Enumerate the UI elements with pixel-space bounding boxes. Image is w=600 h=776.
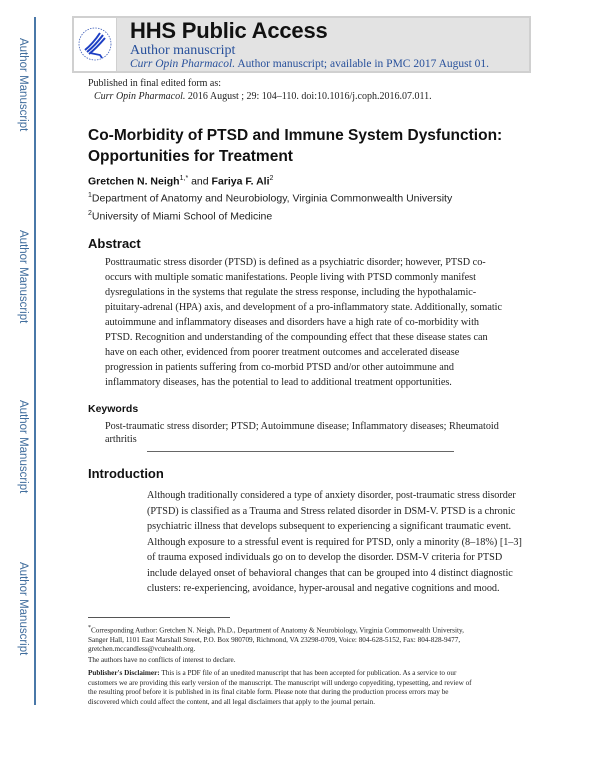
- introduction-line: include delayed onset of behavioral changes that can be grouped into 4 distinct diagnostic: [147, 567, 513, 579]
- publisher-disclaimer: [88, 669, 528, 707]
- abstract-line: inflammatory diseases, has the potential to lead to additional treatment opportunities.: [105, 377, 452, 388]
- abstract-line: progression in patients suffering from co-morbid PTSD and/or other autoimmune and: [105, 362, 454, 373]
- journal-name: Curr Opin Pharmacol.: [94, 91, 186, 102]
- introduction-line: Although exposure to a stressful event is required for PTSD, only a minority (8–18%) [1–3]: [147, 536, 522, 548]
- disclaimer-text: This is a PDF file of an unedited manuscript that has been accepted for publication. As a service to our: [159, 669, 457, 677]
- margin-label-author-manuscript: Author Manuscript: [17, 230, 29, 324]
- abstract-heading: Abstract: [88, 236, 141, 251]
- journal-name: Curr Opin Pharmacol.: [130, 58, 236, 70]
- author-list: [88, 175, 273, 188]
- disclaimer-line: customers we are providing this early version of the manuscript. The manuscript will undergo copyediting, typesetting, and review of: [88, 678, 472, 687]
- footnote-line: Sanger Hall, 1101 East Marshall Street, P.O. Box 980709, Richmond, VA 23298-0709, Voice: 804-628-5152, Fax: 804-828-9477,: [88, 635, 461, 644]
- footnote-line: gretchen.mccandless@vcuhealth.org.: [88, 645, 196, 654]
- introduction-line: of trauma exposed individuals go on to develop the disorder. DSM-V criteria for PTSD: [147, 552, 503, 563]
- author-name: Fariya F. Ali: [211, 175, 270, 188]
- keywords-line: Post-traumatic stress disorder; PTSD; Autoimmune disease; Inflammatory diseases; Rheumatoid: [105, 421, 499, 432]
- citation-text: 2016 August ; 29: 104–110. doi:10.1016/j.coph.2016.07.011.: [185, 91, 432, 102]
- abstract-line: PTSD. Recognition and understanding of the compounding effect that these disease states can: [105, 332, 488, 343]
- abstract-line: pituitary-adrenal (HPA) axis, and development of a pro-inflammatory state. Additionally, somatic: [105, 302, 503, 313]
- disclaimer-line: discovered which could affect the content, and all legal disclaimers that apply to the journal pertain.: [88, 697, 376, 706]
- hhs-eagle-logo-icon: [76, 24, 114, 64]
- introduction-heading: Introduction: [88, 466, 164, 481]
- author-sup: 2: [269, 175, 274, 182]
- hhs-logo-cell: [74, 18, 117, 71]
- abstract-line: occurs with multiple somatic manifestations. People living with PTSD commonly manifest: [105, 272, 476, 283]
- keywords-body: [105, 420, 515, 446]
- affiliation-sup: 1: [88, 192, 92, 199]
- margin-rule: [34, 17, 36, 705]
- abstract-line: autoimmune and inflammatory diseases and disorders have a high rate of co-morbidity with: [105, 317, 480, 328]
- title-line: Co-Morbidity of PTSD and Immune System Dysfunction:: [88, 127, 503, 144]
- disclaimer-label: Publisher's Disclaimer:: [88, 669, 160, 677]
- affiliation: [88, 210, 272, 223]
- banner-subtitle: Author manuscript: [130, 43, 236, 58]
- footnote-text: Corresponding Author: Gretchen N. Neigh, Ph.D., Department of Anatomy & Neurobiology, Virginia Commonwealth University,: [91, 626, 464, 635]
- keywords-line: arthritis: [105, 434, 137, 445]
- banner-availability: [130, 58, 489, 70]
- author-joiner: and: [188, 175, 212, 188]
- margin-label-author-manuscript: Author Manuscript: [17, 400, 29, 494]
- introduction-line: Although traditionally considered a type of anxiety disorder, post-traumatic stress disorder: [147, 490, 516, 501]
- keywords-heading: Keywords: [88, 403, 139, 415]
- abstract-body: [105, 255, 525, 390]
- published-label: Published in final edited form as:: [88, 78, 222, 89]
- corresponding-author-footnote: [88, 624, 528, 655]
- title-line: Opportunities for Treatment: [88, 148, 293, 165]
- disclaimer-line: [88, 669, 528, 679]
- abstract-line: dysregulations in the systems that regulate the stress response, including the hypothalamic-: [105, 287, 477, 298]
- introduction-body: [147, 488, 537, 597]
- published-citation: [94, 91, 432, 102]
- margin-label-author-manuscript: Author Manuscript: [17, 38, 29, 132]
- affiliation-text: Department of Anatomy and Neurobiology, Virginia Commonwealth University: [91, 192, 453, 205]
- introduction-line: clusters: re-experiencing, avoidance, hyper-arousal and negative cognitions and mood.: [147, 583, 500, 594]
- introduction-line: (PTSD) is classified as a Trauma and Stress related disorder in DSM-V. PTSD is a chronic: [147, 505, 516, 517]
- disclaimer-line: the resulting proof before it is published in its final citable form. Please note that during the production process errors may be: [88, 688, 449, 696]
- hhs-public-access-banner: [72, 16, 531, 73]
- banner-title: HHS Public Access: [130, 18, 328, 43]
- conflicts-footnote: The authors have no conflicts of interest to declare.: [88, 656, 236, 664]
- abstract-line: Posttraumatic stress disorder (PTSD) is defined as a psychiatric disorder; however, PTSD co-: [105, 257, 486, 268]
- footnote-line: [88, 624, 528, 636]
- section-divider: [147, 451, 454, 452]
- margin-label-author-manuscript: Author Manuscript: [17, 562, 29, 656]
- availability-text: Author manuscript; available in PMC 2017 August 01.: [235, 58, 490, 70]
- author-name: Gretchen N. Neigh: [88, 175, 180, 188]
- author-sup: 1,*: [179, 175, 189, 182]
- affiliation: [88, 192, 452, 205]
- footnote-sup: *: [88, 625, 91, 631]
- affiliation-sup: 2: [88, 210, 92, 217]
- affiliation-text: University of Miami School of Medicine: [91, 210, 273, 223]
- abstract-line: have on each other, evidenced from poorer treatment outcomes and accelerated disease: [105, 347, 460, 358]
- footnote-divider: [88, 617, 230, 618]
- article-title: [88, 125, 528, 167]
- introduction-line: psychiatric illness that develops subsequent to experiencing a significant traumatic event.: [147, 521, 512, 532]
